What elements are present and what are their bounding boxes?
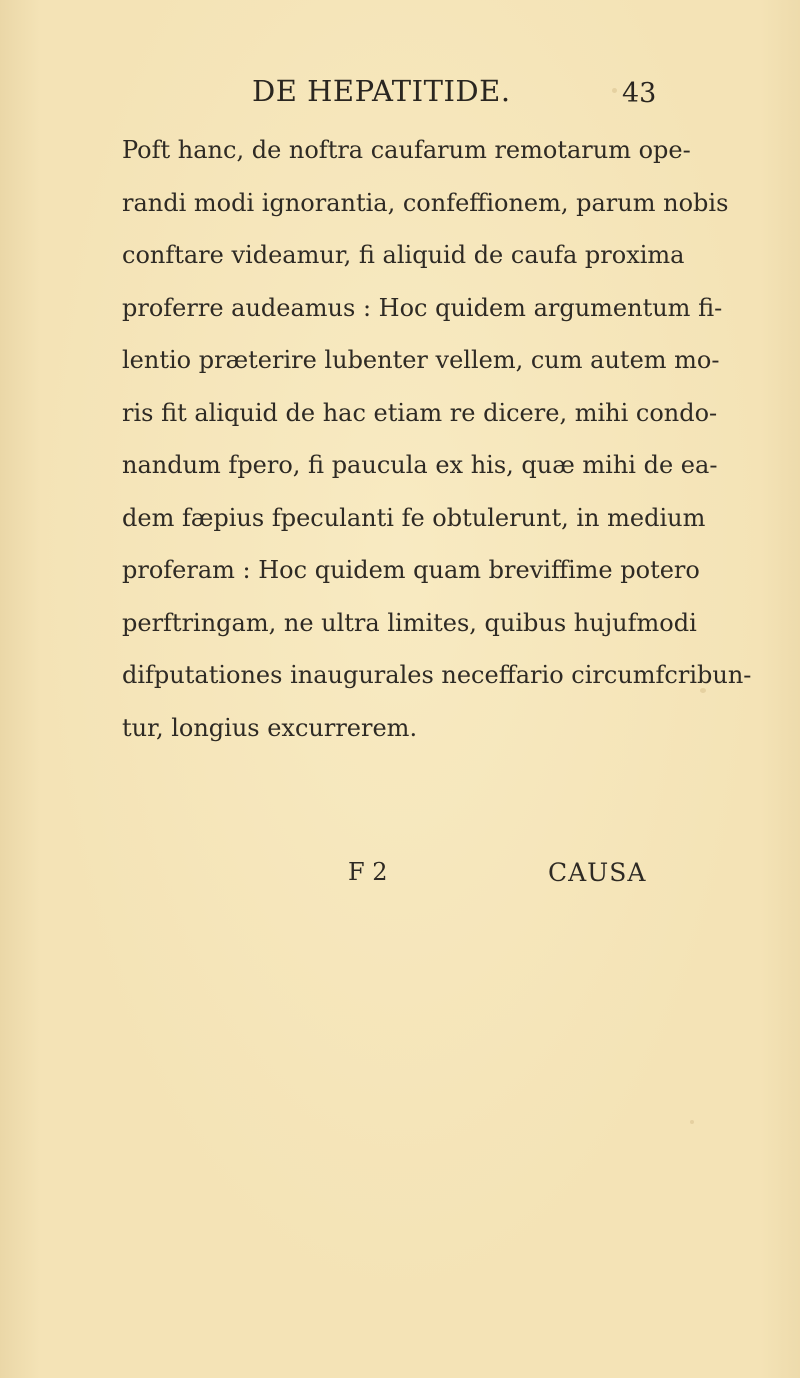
text-line: difputationes inaugurales neceffario circumfcribun- xyxy=(122,661,752,689)
text-line: proferre audeamus : Hoc quidem argumentum fi- xyxy=(122,293,723,322)
paper-spot xyxy=(612,88,617,93)
text-line: conftare videamur, fi aliquid de caufa proxima xyxy=(122,241,685,269)
text-line: perftringam, ne ultra limites, quibus hujufmodi xyxy=(122,608,697,637)
catchword: CAUSA xyxy=(548,858,647,887)
text-line: lentio præterire lubenter vellem, cum autem mo- xyxy=(122,346,720,374)
text-line: proferam : Hoc quidem quam breviffime potero xyxy=(122,556,700,584)
page-number: 43 xyxy=(622,78,657,109)
text-line: Poft hanc, de noftra caufarum remotarum ope- xyxy=(122,136,691,164)
page-footer xyxy=(0,858,800,898)
text-line: dem fæpius fpeculanti fe obtulerunt, in medium xyxy=(122,503,706,532)
text-line: ris fit aliquid de hac etiam re dicere, mihi condo- xyxy=(122,398,718,427)
body-paragraph xyxy=(122,124,752,754)
paper-spot xyxy=(690,1120,694,1124)
running-head: DE HEPATITIDE. xyxy=(252,74,511,108)
text-line: randi modi ignorantia, confeffionem, parum nobis xyxy=(122,188,729,217)
text-line: nandum fpero, fi paucula ex his, quæ mihi de ea- xyxy=(122,451,718,479)
signature-mark: F 2 xyxy=(348,858,388,886)
text-line-last: tur, longius excurrerem. xyxy=(122,713,418,742)
